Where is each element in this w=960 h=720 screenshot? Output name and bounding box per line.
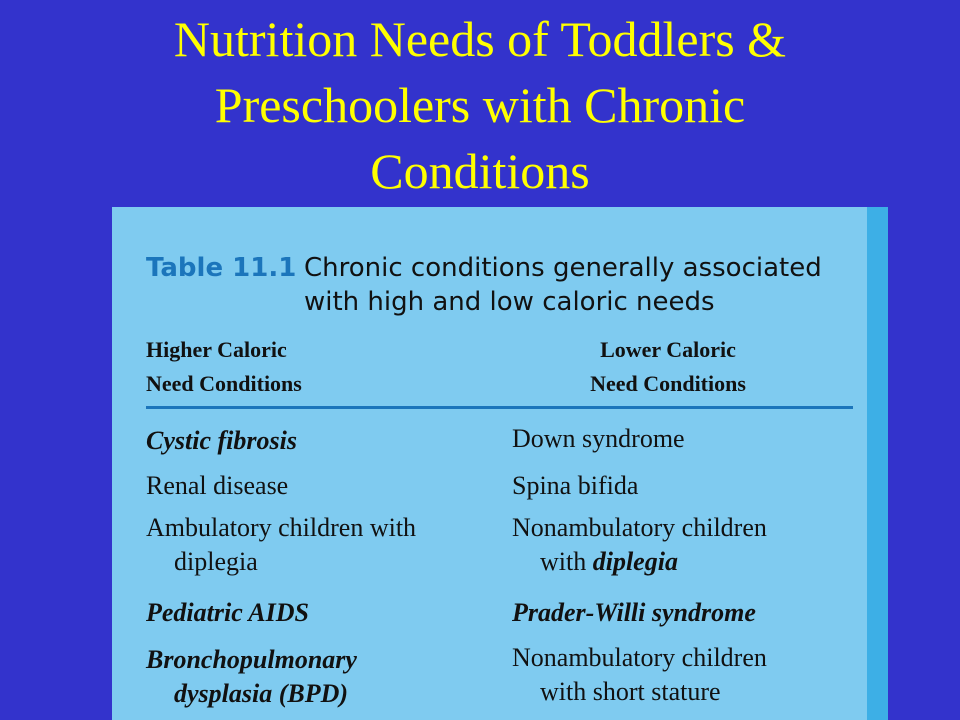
cell-text: Prader-Willi syndrome bbox=[512, 598, 756, 627]
cell-text: Pediatric AIDS bbox=[146, 598, 309, 627]
slide-title bbox=[0, 6, 960, 204]
cell-text: Cystic fibrosis bbox=[146, 426, 297, 455]
cell-text-continued: with short stature bbox=[540, 677, 721, 706]
table-cell bbox=[146, 596, 491, 630]
column-header-higher-line-2: Need Conditions bbox=[146, 371, 302, 396]
table-figure bbox=[112, 207, 888, 720]
header-rule bbox=[146, 406, 853, 409]
table-edge bbox=[867, 207, 888, 720]
title-line-2: Preschoolers with Chronic bbox=[214, 77, 746, 133]
table-cell bbox=[512, 469, 852, 503]
cell-text: Renal disease bbox=[146, 471, 289, 500]
title-line-3: Conditions bbox=[370, 143, 590, 199]
column-header-lower-line-1: Lower Caloric bbox=[600, 337, 736, 362]
table-cell bbox=[512, 511, 852, 579]
column-header-higher-line-1: Higher Caloric bbox=[146, 337, 287, 362]
cell-text-continued: dysplasia (BPD) bbox=[174, 679, 349, 708]
cell-text: Nonambulatory children bbox=[512, 513, 767, 542]
column-header-lower bbox=[562, 333, 774, 401]
title-line-1: Nutrition Needs of Toddlers & bbox=[173, 11, 787, 67]
column-header-higher bbox=[146, 333, 302, 401]
column-header-lower-line-2: Need Conditions bbox=[590, 371, 746, 396]
table-cell bbox=[512, 422, 852, 456]
table-cell bbox=[512, 596, 852, 630]
table-cell bbox=[146, 424, 491, 458]
cell-text: Nonambulatory children bbox=[512, 643, 767, 672]
table-cell bbox=[146, 469, 491, 503]
table-caption-text bbox=[304, 251, 864, 319]
cell-text: Spina bifida bbox=[512, 471, 639, 500]
caption-line-2: with high and low caloric needs bbox=[304, 287, 715, 317]
table-cell bbox=[146, 643, 491, 711]
cell-text: Down syndrome bbox=[512, 424, 685, 453]
cell-text-continued bbox=[512, 545, 852, 579]
table-cell bbox=[512, 641, 852, 709]
cell-text: Bronchopulmonary bbox=[146, 645, 357, 674]
cell-text-emphasis: diplegia bbox=[592, 547, 678, 576]
caption-line-1: Chronic conditions generally associated bbox=[304, 253, 822, 283]
cell-text-prefix: with bbox=[540, 547, 593, 576]
table-cell bbox=[146, 511, 491, 579]
cell-text: Ambulatory children with bbox=[146, 513, 417, 542]
cell-text-continued: diplegia bbox=[174, 547, 258, 576]
table-label: Table 11.1 bbox=[146, 253, 297, 283]
